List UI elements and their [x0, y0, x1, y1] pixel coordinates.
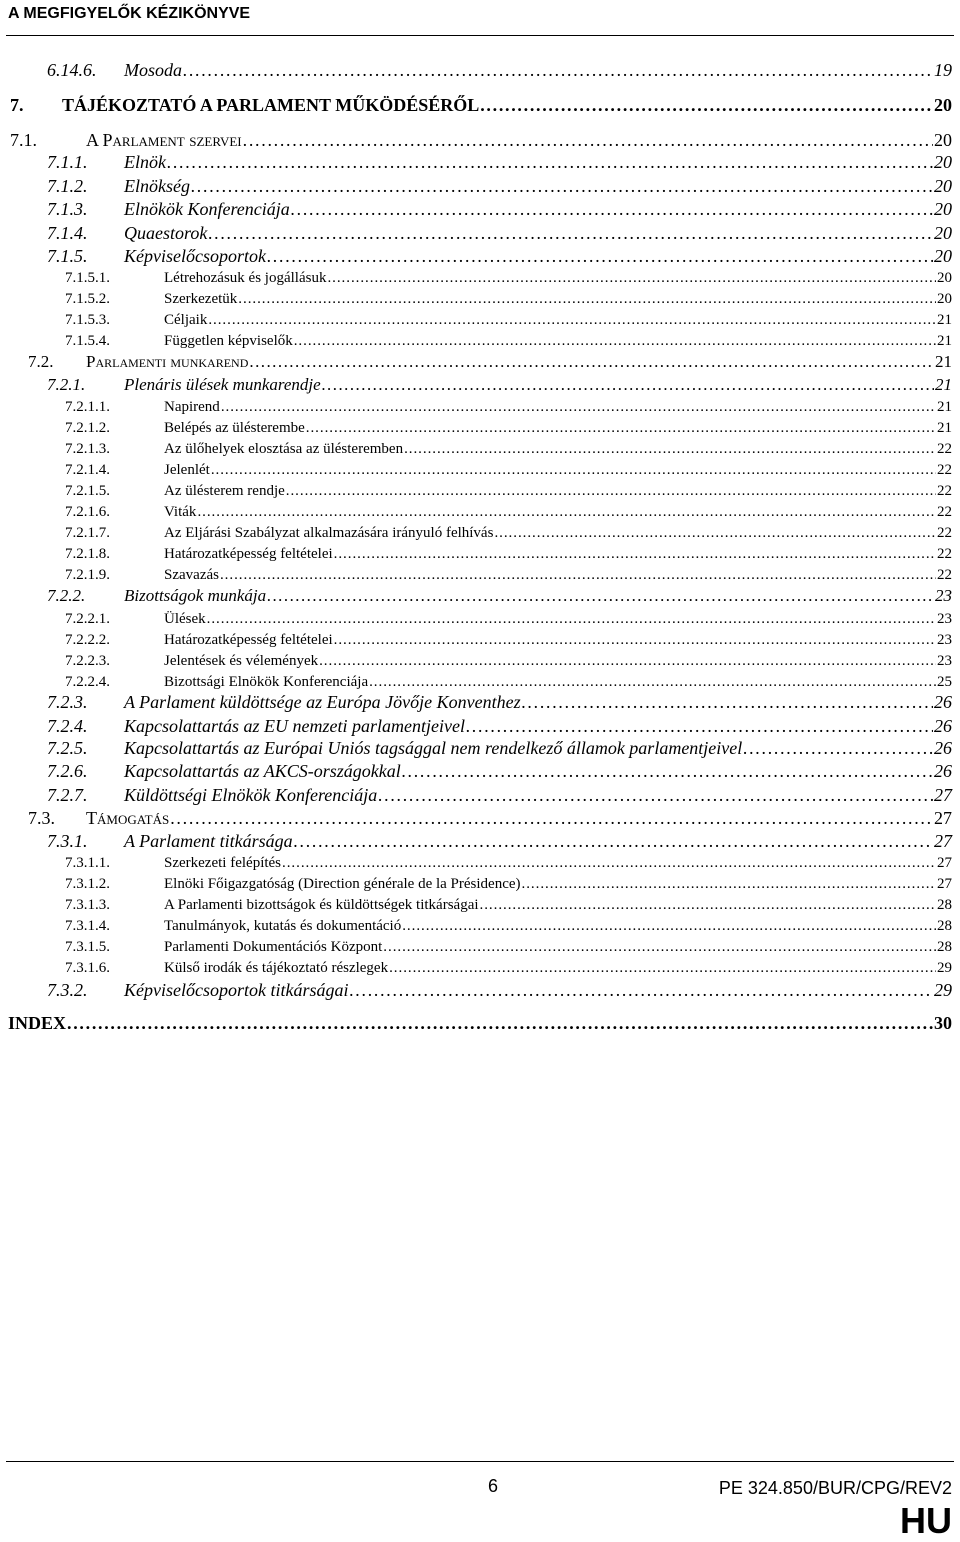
toc-entry-number: 7.3.1.	[47, 831, 88, 851]
toc-entry-number: 7.3.1.1.	[65, 855, 110, 871]
toc-entry-title: Az ülőhelyek elosztása az ülésteremben	[164, 441, 404, 457]
toc-entry[interactable]	[47, 783, 952, 807]
toc-entry-title: Plenáris ülések munkarendje	[124, 375, 321, 394]
toc-entry-page: 23	[937, 632, 952, 648]
toc-entry-page: 22	[937, 504, 952, 520]
toc-entry-number: 7.1.3.	[47, 199, 88, 219]
toc-entry[interactable]	[47, 690, 952, 714]
toc-entry[interactable]	[10, 93, 952, 117]
toc-entry-title: Határozatképesség feltételei	[164, 632, 333, 648]
toc-entry-page: 20	[934, 199, 952, 219]
toc-entry-page: 27	[937, 855, 952, 871]
toc-entry-title: Képviselőcsoportok	[124, 246, 266, 266]
dot-leader	[267, 584, 934, 608]
page-number: 6	[488, 1476, 499, 1496]
toc-entry[interactable]	[47, 736, 952, 760]
toc-entry-page: 20	[937, 291, 952, 307]
toc-entry-page: 27	[934, 808, 952, 828]
toc-entry-page: 22	[937, 462, 952, 478]
toc-entry-title: Bizottságok munkája	[124, 586, 267, 605]
toc-entry-number: 7.3.1.5.	[65, 939, 110, 955]
toc-entry-number: 7.1.2.	[47, 176, 88, 196]
toc-entry-title: Szerkezeti felépítés	[164, 855, 282, 871]
toc-entry-page: 25	[937, 674, 952, 690]
dot-leader	[243, 128, 933, 152]
toc-entry-page: 20	[934, 223, 952, 243]
toc-entry[interactable]	[28, 350, 952, 374]
toc-entry-title: Küldöttségi Elnökök Konferenciája	[124, 785, 378, 805]
toc-entry-number: 7.	[10, 95, 24, 115]
toc-entry-page: 26	[934, 716, 952, 736]
toc-entry-title: Az ülésterem rendje	[164, 483, 285, 499]
toc-entry-page: 21	[937, 420, 952, 436]
toc-entry-title: Kapcsolattartás az Európai Uniós tagsággal nem rendelkező államok parlamentjeivel	[124, 738, 743, 758]
toc-entry-title: Külső irodák és tájékoztató részlegek	[164, 960, 389, 976]
toc-entry-title: A Parlament küldöttsége az Európa Jövője Konventhez	[124, 692, 521, 712]
toc-entry-page: 22	[937, 441, 952, 457]
toc-entry-title: Mosoda	[124, 60, 182, 80]
dot-leader	[402, 759, 933, 783]
toc-entry[interactable]	[10, 128, 952, 152]
toc-entry-page: 20	[934, 152, 952, 172]
toc-entry-title: Elnökök Konferenciája	[124, 199, 290, 219]
toc-entry[interactable]	[47, 714, 952, 738]
toc-entry-title: Elnök	[124, 152, 166, 172]
dot-leader	[378, 783, 933, 807]
toc-entry[interactable]	[28, 806, 952, 830]
toc-entry-number: 7.3.1.6.	[65, 960, 110, 976]
toc-entry-page: 22	[937, 546, 952, 562]
toc-entry-number: 7.1.5.4.	[65, 333, 110, 349]
dot-leader	[743, 736, 933, 760]
toc-entry-page: 26	[934, 761, 952, 781]
toc-entry-page: 26	[934, 692, 952, 712]
toc-entry-page: 29	[934, 980, 952, 1000]
toc-entry-title: A Parlamenti bizottságok és küldöttségek titkárságai	[164, 897, 479, 913]
toc-entry-number: 7.1.5.3.	[65, 312, 110, 328]
toc-entry-number: 7.3.1.4.	[65, 918, 110, 934]
toc-entry-number: 7.3.2.	[47, 980, 88, 1000]
toc-entry[interactable]	[8, 1011, 952, 1035]
toc-entry-number: 7.2.	[28, 352, 54, 371]
toc-entry-page: 28	[937, 939, 952, 955]
toc-entry[interactable]	[65, 956, 952, 980]
toc-entry-title: A Parlament szervei	[86, 130, 242, 150]
toc-entry-number: 7.1.5.2.	[65, 291, 110, 307]
dot-leader	[191, 174, 933, 198]
toc-entry-page: 27	[934, 831, 952, 851]
toc-entry-title: Jelenlét	[164, 462, 210, 478]
toc-entry-page: 20	[934, 176, 952, 196]
toc-entry-title: Az Eljárási Szabályzat alkalmazására irányuló felhívás	[164, 525, 494, 541]
dot-leader	[291, 197, 933, 221]
toc-entry-page: 27	[937, 876, 952, 892]
toc-entry-page: 30	[934, 1013, 952, 1033]
toc-entry-title: Parlamenti Dokumentációs Központ	[164, 939, 383, 955]
toc-entry-page: 28	[937, 897, 952, 913]
toc-entry-page: 29	[937, 960, 952, 976]
toc-entry-title: Határozatképesség feltételei	[164, 546, 333, 562]
toc-entry-number: 7.2.1.3.	[65, 441, 110, 457]
toc-entry-title: Független képviselők	[164, 333, 293, 349]
toc-entry-title: Belépés az ülésterembe	[164, 420, 305, 436]
toc-entry-title: Napirend	[164, 399, 220, 415]
toc-entry-page: 20	[937, 270, 952, 286]
toc-entry-number: 7.2.4.	[47, 716, 88, 736]
toc-entry-number: 7.2.1.	[47, 375, 86, 394]
dot-leader	[249, 350, 934, 374]
toc-entry-number: 7.2.2.	[47, 586, 86, 605]
toc-entry-title: Létrehozásuk és jogállásuk	[164, 270, 327, 286]
toc-entry-page: 19	[934, 60, 952, 80]
toc-entry-title: Támogatás	[86, 808, 170, 828]
toc-entry-title: Jelentések és vélemények	[164, 653, 319, 669]
dot-leader	[183, 58, 933, 82]
toc-entry-page: 23	[935, 586, 952, 605]
toc-entry-page: 20	[934, 246, 952, 266]
toc-entry-number: 7.2.1.8.	[65, 546, 110, 562]
dot-leader	[480, 93, 933, 117]
language-code: HU	[900, 1500, 952, 1541]
dot-leader	[522, 690, 933, 714]
dot-leader	[294, 829, 933, 853]
dot-leader	[170, 806, 933, 830]
toc-entry-title: Kapcsolattartás az AKCS-országokkal	[124, 761, 401, 781]
running-header-title: A MEGFIGYELŐK KÉZIKÖNYVE	[8, 5, 251, 22]
toc-entry-page: 21	[935, 352, 952, 371]
document-reference: PE 324.850/BUR/CPG/REV2	[718, 1478, 952, 1498]
toc-entry-page: 22	[937, 567, 952, 583]
dot-leader	[322, 373, 934, 397]
dot-leader	[208, 221, 933, 245]
toc-entry[interactable]	[47, 759, 952, 783]
toc-entry[interactable]	[47, 221, 952, 245]
toc-entry-page: 28	[937, 918, 952, 934]
toc-entry-page: 22	[937, 483, 952, 499]
toc-entry[interactable]	[47, 150, 952, 174]
dot-leader	[349, 978, 933, 1002]
toc-entry-title: Képviselőcsoportok titkárságai	[124, 980, 349, 1000]
toc-entry-page: 26	[934, 738, 952, 758]
toc-entry-number: 7.1.5.	[47, 246, 88, 266]
toc-entry-title: A Parlament titkársága	[124, 831, 293, 851]
toc-entry-number: 7.2.1.5.	[65, 483, 110, 499]
footer-rule	[6, 1461, 954, 1462]
toc-entry-number: 7.1.4.	[47, 223, 88, 243]
dot-leader	[466, 714, 933, 738]
toc-entry-page: 20	[934, 95, 952, 115]
toc-entry-title: Szerkezetük	[164, 291, 238, 307]
toc-entry-number: 6.14.6.	[47, 60, 97, 80]
toc-entry-number: 7.2.1.9.	[65, 567, 110, 583]
toc-entry[interactable]	[47, 978, 952, 1002]
toc-entry-title: Viták	[164, 504, 197, 520]
toc-entry-number: 7.3.1.2.	[65, 876, 110, 892]
toc-entry-number: 7.2.2.3.	[65, 653, 110, 669]
toc-entry-number: 7.3.1.3.	[65, 897, 110, 913]
toc-entry-page: 21	[937, 333, 952, 349]
dot-leader	[389, 956, 936, 980]
toc-entry[interactable]	[47, 373, 952, 397]
toc-entry-number: 7.1.5.1.	[65, 270, 110, 286]
toc-entry-title: Tanulmányok, kutatás és dokumentáció	[164, 918, 402, 934]
toc-entry[interactable]	[47, 829, 952, 853]
toc-entry-title: Ülések	[164, 611, 206, 627]
toc-entry-page: 27	[934, 785, 952, 805]
toc-entry[interactable]	[47, 584, 952, 608]
toc-entry-number: 7.2.5.	[47, 738, 88, 758]
toc-entry-number: 7.2.1.7.	[65, 525, 110, 541]
toc-entry-number: 7.2.1.4.	[65, 462, 110, 478]
dot-leader	[167, 150, 933, 174]
toc-entry-number: 7.2.6.	[47, 761, 88, 781]
toc-entry-number: 7.1.	[10, 130, 37, 150]
toc-entry-title: TÁJÉKOZTATÓ A PARLAMENT MŰKÖDÉSÉRŐL	[62, 95, 480, 115]
toc-entry-page: 20	[934, 130, 952, 150]
toc-entry[interactable]	[47, 197, 952, 221]
toc-entry-number: 7.2.2.1.	[65, 611, 110, 627]
toc-entry-number: 7.2.1.1.	[65, 399, 110, 415]
toc-entry-title: Quaestorok	[124, 223, 208, 243]
toc-entry-page: 23	[937, 611, 952, 627]
toc-entry-title: INDEX	[8, 1013, 67, 1033]
toc-entry-page: 22	[937, 525, 952, 541]
toc-entry-number: 7.2.7.	[47, 785, 88, 805]
toc-entry-title: Szavazás	[164, 567, 219, 583]
toc-entry-title: Bizottsági Elnökök Konferenciája	[164, 674, 369, 690]
toc-entry-number: 7.2.1.6.	[65, 504, 110, 520]
toc-entry-number: 7.2.2.2.	[65, 632, 110, 648]
toc-entry[interactable]	[47, 174, 952, 198]
toc-entry-page: 23	[937, 653, 952, 669]
toc-entry-title: Kapcsolattartás az EU nemzeti parlamentjeivel	[124, 716, 465, 736]
toc-entry-number: 7.3.	[28, 808, 55, 828]
toc-entry-title: Elnökség	[124, 176, 190, 196]
toc-entry-page: 21	[937, 312, 952, 328]
toc-entry-number: 7.2.3.	[47, 692, 88, 712]
toc-entry-number: 7.2.1.2.	[65, 420, 110, 436]
dot-leader	[67, 1011, 933, 1035]
toc-entry-title: Elnöki Főigazgatóság (Direction générale de la Présidence)	[164, 876, 521, 892]
dot-leader	[267, 244, 933, 268]
toc-entry-title: Parlamenti munkarend	[86, 352, 249, 371]
toc-entry[interactable]	[47, 58, 952, 82]
toc-entry-page: 21	[937, 399, 952, 415]
toc-entry-number: 7.2.2.4.	[65, 674, 110, 690]
toc-entry[interactable]	[47, 244, 952, 268]
toc-entry-page: 21	[935, 375, 952, 394]
toc-entry-title: Céljaik	[164, 312, 208, 328]
toc-entry-number: 7.1.1.	[47, 152, 88, 172]
